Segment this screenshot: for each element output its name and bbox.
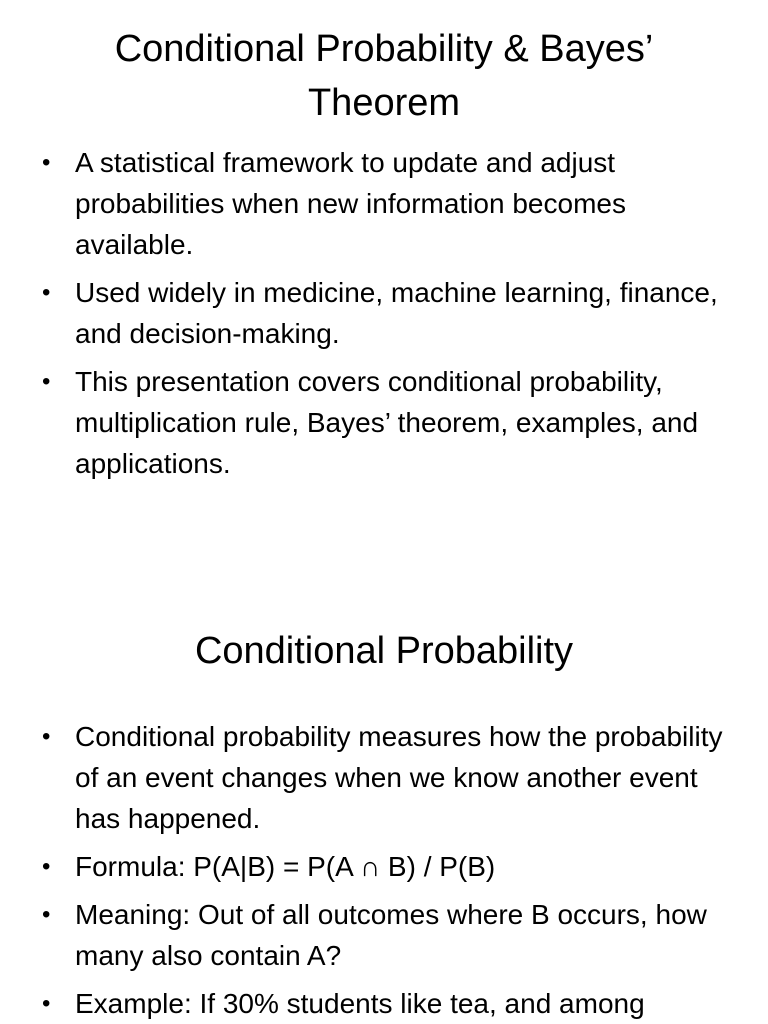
bullet-text: A statistical framework to update and adjust probabilities when new information becomes available.: [75, 147, 626, 260]
bullet-text: Formula: P(A|B) = P(A ∩ B) / P(B): [75, 851, 496, 882]
slide-2-title: Conditional Probability: [194, 630, 574, 672]
bullet-icon: •: [42, 901, 51, 928]
bullet-icon: •: [42, 368, 51, 395]
bullet-text: Meaning: Out of all outcomes where B occurs, how many also contain A?: [75, 899, 707, 971]
bullet-icon: •: [42, 853, 51, 880]
bullet-item: [40, 983, 740, 1024]
bullet-text: This presentation covers conditional probability, multiplication rule, Bayes’ theorem, examples, and applications.: [75, 366, 699, 479]
bullet-text: Example: If 30% students like tea, and among: [75, 988, 645, 1019]
slide-1-bullet-list: [40, 142, 740, 491]
bullet-icon: •: [42, 279, 51, 306]
bullet-item: [40, 846, 740, 887]
bullet-item: [40, 716, 740, 839]
bullet-text: Conditional probability measures how the probability of an event changes when we know another event has happened.: [75, 721, 723, 834]
slide-2-bullet-list: [40, 716, 740, 1024]
bullet-icon: •: [42, 723, 51, 750]
bullet-item: [40, 894, 740, 976]
bullet-icon: •: [42, 990, 51, 1017]
bullet-item: [40, 272, 740, 354]
slide-1-title: Conditional Probability & Bayes’ Theorem: [114, 28, 654, 124]
slide-2: [0, 576, 768, 1024]
bullet-item: [40, 142, 740, 265]
bullet-text: Used widely in medicine, machine learning, finance, and decision-making.: [75, 277, 718, 349]
bullet-icon: •: [42, 149, 51, 176]
bullet-item: [40, 361, 740, 484]
